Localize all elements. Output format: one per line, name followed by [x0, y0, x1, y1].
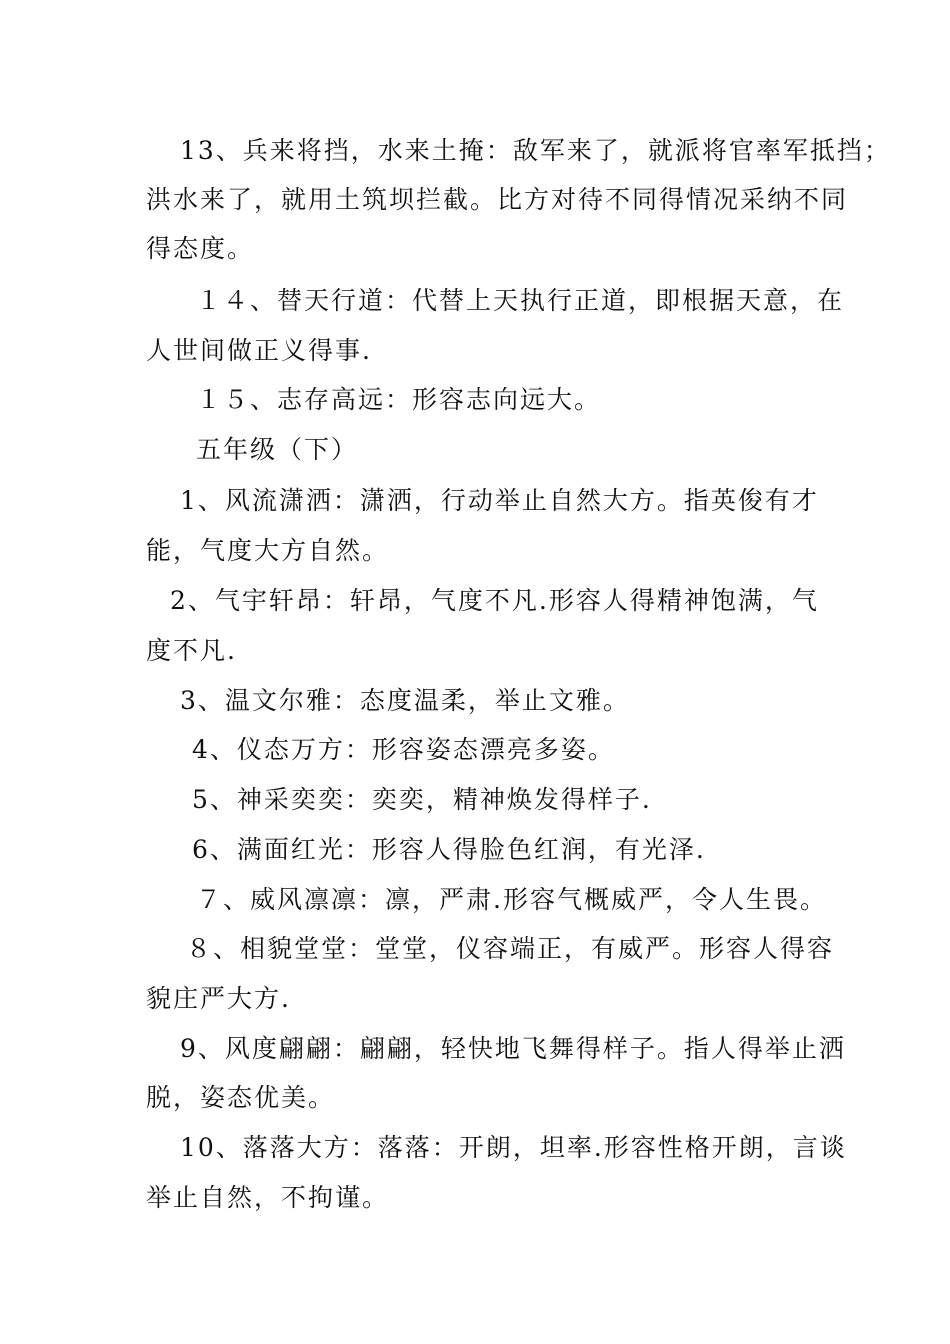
text-line-grade5-item-3: 3、温文尔雅：态度温柔，举止文雅。	[180, 686, 630, 715]
section-heading: 五年级（下）	[196, 435, 359, 464]
text-line-grade5-item-8-start: ８、相貌堂堂：堂堂，仪容端正，有威严。形容人得容	[186, 934, 835, 963]
text-line-grade5-item-9-start: 9、风度翩翩：翩翩，轻快地飞舞得样子。指人得举止洒	[180, 1034, 846, 1063]
text-line-grade5-item-4: 4、仪态万方：形容姿态漂亮多姿。	[192, 735, 615, 764]
text-line-grade5-item-2-start: 2、气宇轩昂：轩昂，气度不凡.形容人得精神饱满，气	[170, 586, 819, 615]
text-line-item-15: １５、志存高远：形容志向远大。	[196, 385, 602, 414]
text-line-grade5-item-1-start: 1、风流潇洒：潇洒，行动举止自然大方。指英俊有才	[180, 486, 819, 515]
text-line-item-13-end: 得态度。	[146, 234, 255, 263]
text-line-grade5-item-9-end: 脱，姿态优美。	[146, 1083, 336, 1112]
text-line-item-14-end: 人世间做正义得事.	[146, 336, 372, 365]
text-line-item-14-start: １４、替天行道：代替上天执行正道，即根据天意，在	[196, 286, 845, 315]
text-line-grade5-item-6: 6、满面红光：形容人得脸色红润，有光泽.	[192, 835, 706, 864]
text-line-item-13-cont: 洪水来了，就用土筑坝拦截。比方对待不同得情况采纳不同	[146, 185, 849, 214]
text-line-grade5-item-10-start: 10、落落大方：落落：开朗，坦率.形容性格开朗，言谈	[180, 1133, 847, 1162]
text-line-grade5-item-7: ７、威风凛凛：凛，严肃.形容气概威严，令人生畏。	[196, 885, 827, 914]
text-line-grade5-item-5: 5、神采奕奕：奕奕，精神焕发得样子.	[192, 785, 652, 814]
text-line-item-13-start: 13、兵来将挡，水来土掩：敌军来了，就派将官率军抵挡；	[180, 136, 891, 165]
text-line-grade5-item-2-end: 度不凡.	[146, 636, 237, 665]
text-line-grade5-item-1-end: 能，气度大方自然。	[146, 536, 390, 565]
text-line-grade5-item-8-end: 貌庄严大方.	[146, 984, 291, 1013]
text-line-grade5-item-10-end: 举止自然，不拘谨。	[146, 1183, 390, 1212]
